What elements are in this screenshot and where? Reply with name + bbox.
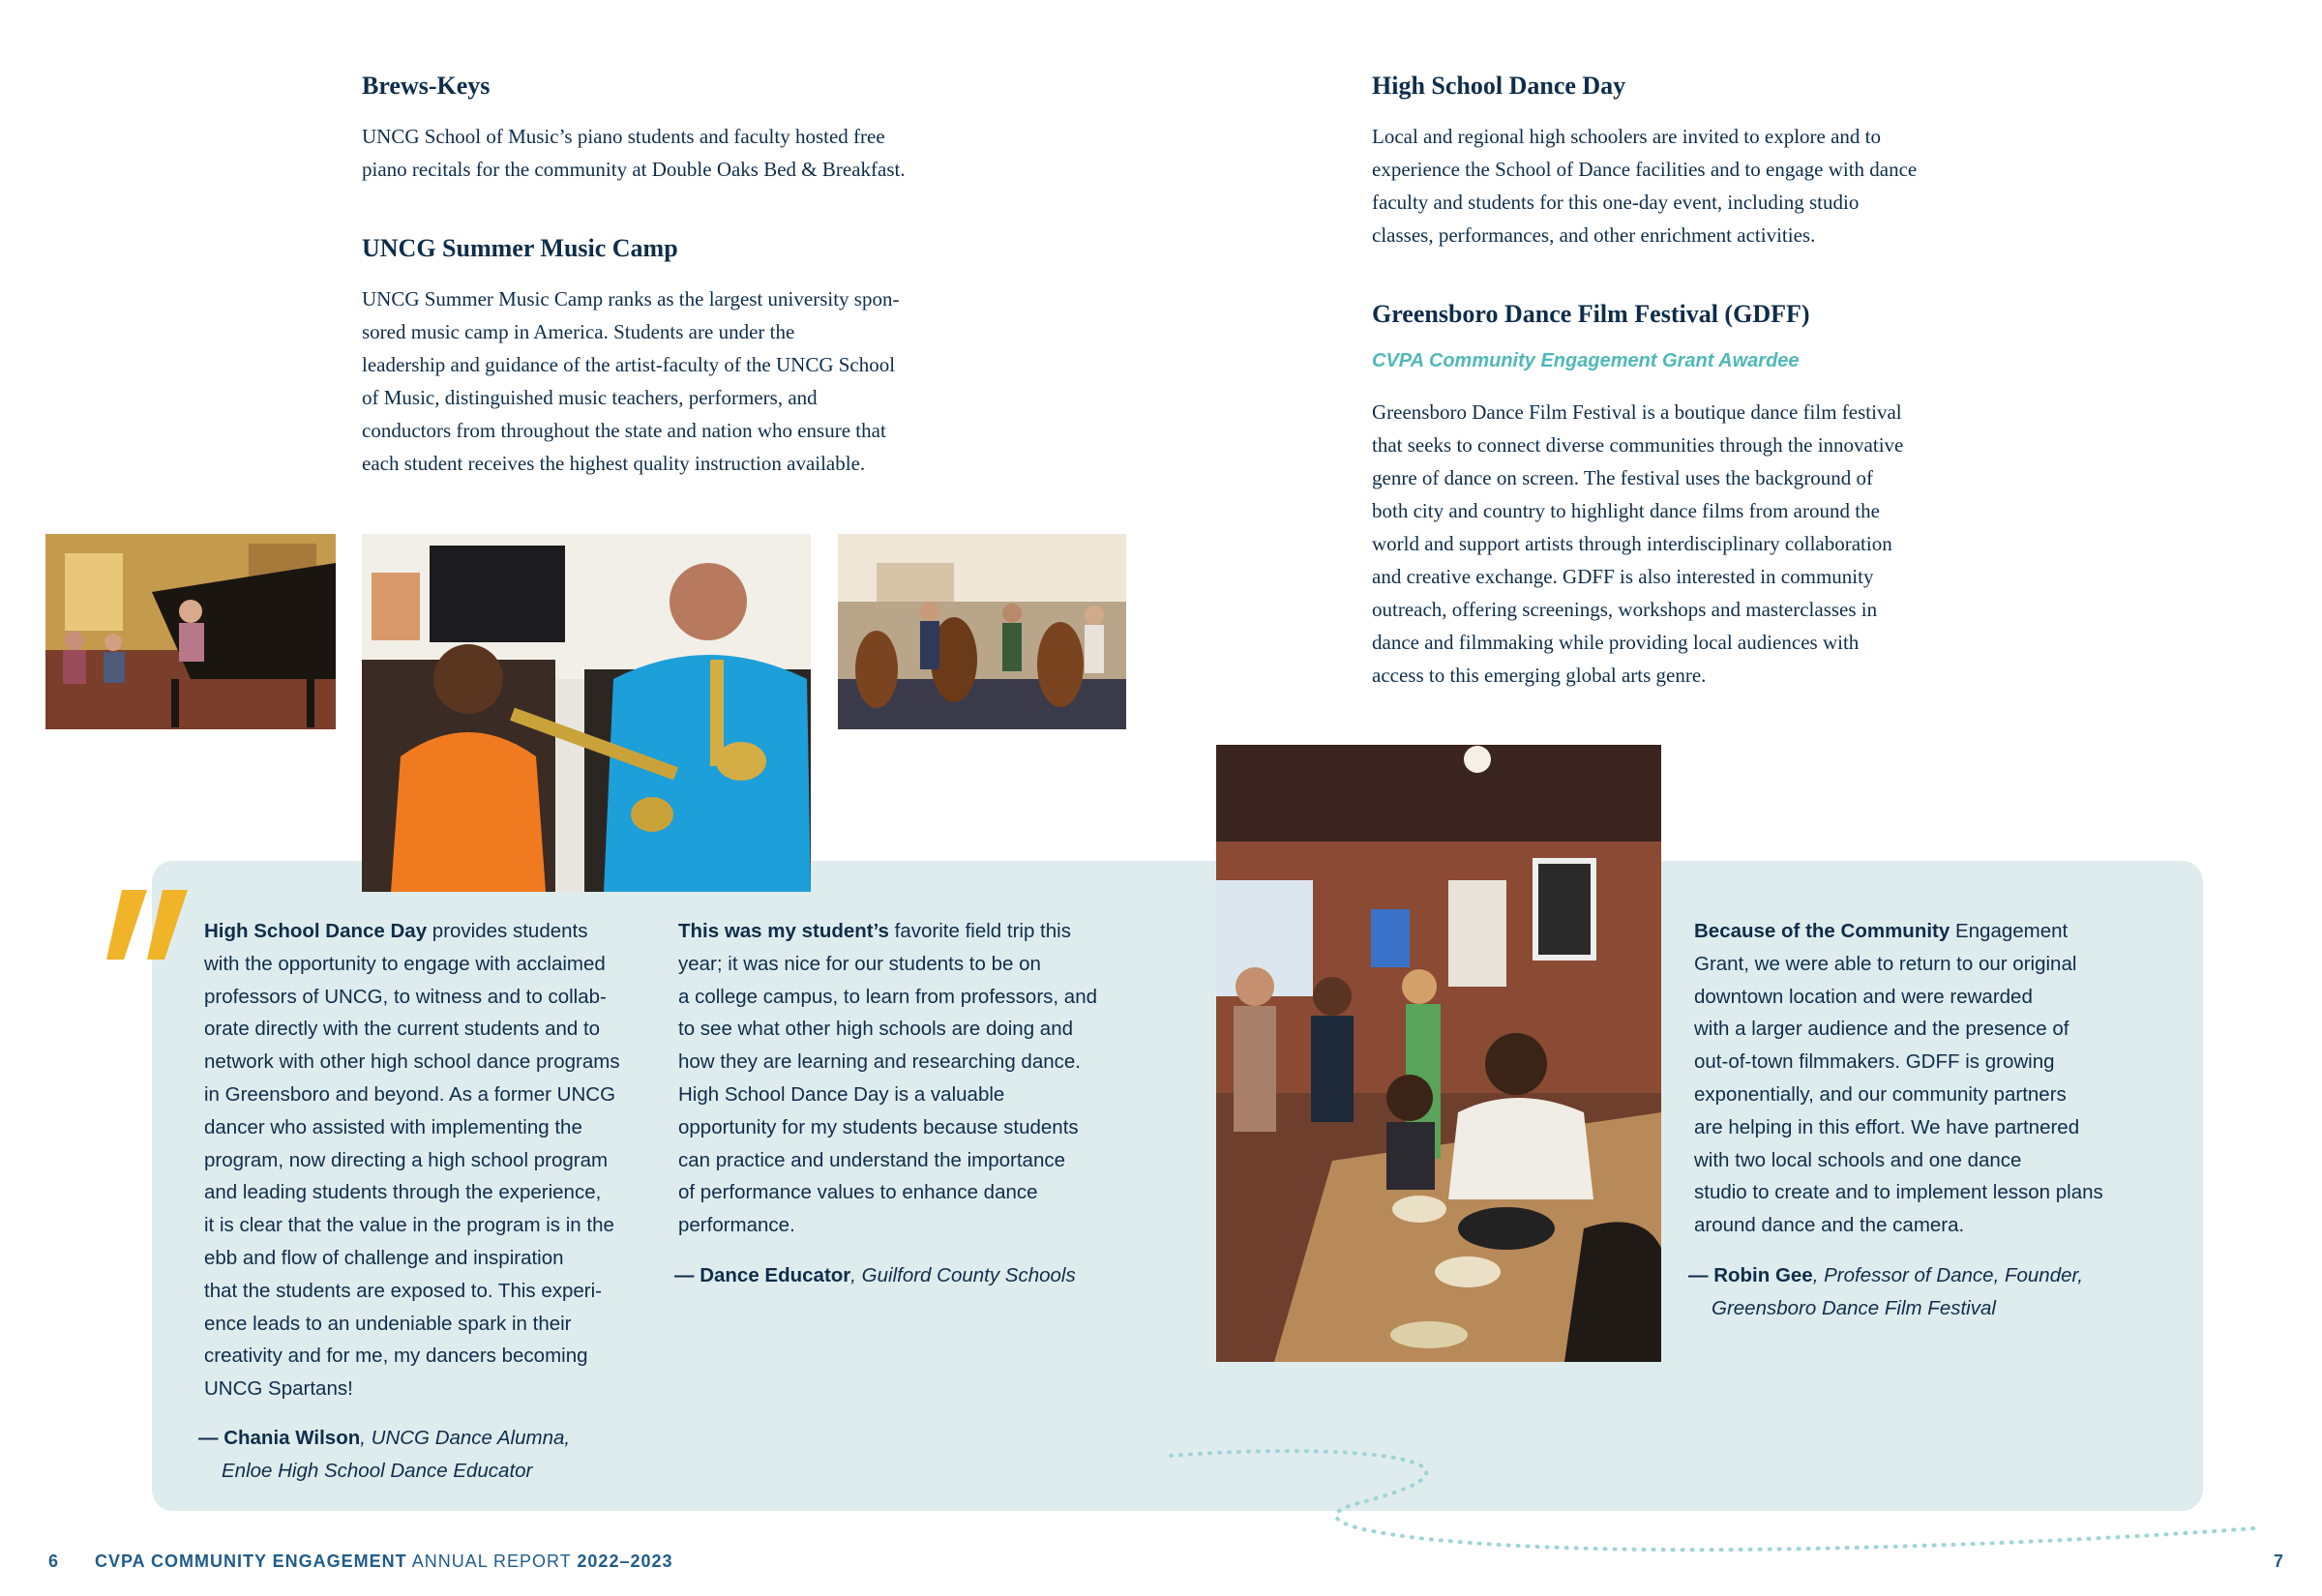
quote-line: provides students bbox=[427, 920, 588, 942]
quote-line: performance. bbox=[678, 1214, 795, 1237]
dotted-curve-decoration bbox=[1161, 1432, 2264, 1567]
quote-line: Grant, we were able to return to our original bbox=[1694, 952, 2077, 975]
quote-line: and leading students through the experience, bbox=[204, 1181, 602, 1204]
quote-robin-gee bbox=[1694, 915, 2178, 1242]
film-festival-gathering-photo bbox=[1216, 745, 1661, 1362]
summer-camp-text bbox=[362, 282, 899, 480]
quote-line: in Greensboro and beyond. As a former UNCG bbox=[204, 1082, 616, 1106]
text-line: access to this emerging global arts genre. bbox=[1372, 664, 1707, 687]
text-line: leadership and guidance of the artist-faculty of the UNCG School bbox=[362, 353, 896, 376]
text-line: that seeks to connect diverse communities through the innovative bbox=[1372, 433, 1904, 457]
quote-line: how they are learning and researching dance. bbox=[678, 1050, 1081, 1074]
attribution-chania-wilson bbox=[198, 1422, 663, 1488]
quote-line: it is clear that the value in the program is in the bbox=[204, 1214, 614, 1237]
quote-lead: Because of the Community bbox=[1694, 920, 1950, 942]
quote-line: year; it was nice for our students to be on bbox=[678, 952, 1041, 975]
text-line: classes, performances, and other enrichment activities. bbox=[1372, 223, 1816, 247]
quote-line: professors of UNCG, to witness and to collab- bbox=[204, 985, 607, 1008]
page-number-left: 6 bbox=[48, 1552, 60, 1571]
quote-line: are helping in this effort. We have partnered bbox=[1694, 1115, 2080, 1138]
trumpet-lesson-photo bbox=[362, 534, 811, 892]
quote-line: studio to create and to implement lesson plans bbox=[1694, 1181, 2103, 1204]
quote-line: Engagement bbox=[1950, 920, 2069, 942]
attribution-name: — Dance Educator bbox=[674, 1264, 851, 1286]
text-line: both city and country to highlight dance films from around the bbox=[1372, 499, 1880, 522]
attribution-title: Enloe High School Dance Educator bbox=[222, 1459, 533, 1482]
dance-day-heading: High School Dance Day bbox=[1372, 72, 1626, 100]
attribution-dance-educator bbox=[674, 1259, 1177, 1292]
quote-line: creativity and for me, my dancers becoming bbox=[204, 1345, 588, 1368]
quote-line: orate directly with the current students and to bbox=[204, 1018, 601, 1041]
text-line: Local and regional high schoolers are invited to explore and to bbox=[1372, 125, 1881, 148]
quote-line: exponentially, and our community partners bbox=[1694, 1082, 2067, 1106]
gdff-text bbox=[1372, 396, 1903, 692]
brews-keys-heading: Brews-Keys bbox=[362, 72, 491, 100]
footer-running-title bbox=[95, 1552, 673, 1572]
quote-line: High School Dance Day is a valuable bbox=[678, 1082, 1005, 1106]
quote-lead: This was my student’s bbox=[678, 920, 889, 942]
footer-report: ANNUAL REPORT bbox=[406, 1552, 578, 1571]
quote-line: with a larger audience and the presence of bbox=[1694, 1018, 2069, 1041]
quote-mark-icon bbox=[103, 886, 195, 963]
quote-line: UNCG Spartans! bbox=[204, 1377, 353, 1401]
quote-line: around dance and the camera. bbox=[1694, 1214, 1965, 1237]
brews-keys-text bbox=[362, 120, 906, 186]
attribution-robin-gee bbox=[1688, 1259, 2172, 1325]
text-line: genre of dance on screen. The festival uses the background of bbox=[1372, 466, 1873, 489]
text-line: and creative exchange. GDFF is also interested in community bbox=[1372, 565, 1874, 588]
text-line: UNCG Summer Music Camp ranks as the largest university spon- bbox=[362, 287, 900, 310]
page-number-right: 7 bbox=[2274, 1552, 2285, 1571]
quote-line: a college campus, to learn from professors, and bbox=[678, 985, 1097, 1008]
text-line: sored music camp in America. Students are under the bbox=[362, 320, 795, 343]
footer-org: CVPA COMMUNITY ENGAGEMENT bbox=[95, 1552, 407, 1571]
text-line: Greensboro Dance Film Festival is a boutique dance film festival bbox=[1372, 400, 1902, 424]
gdff-award: CVPA Community Engagement Grant Awardee bbox=[1372, 350, 1800, 371]
text-line: experience the School of Dance facilities and to engage with dance bbox=[1372, 158, 1918, 181]
attribution-name: — Chania Wilson bbox=[198, 1427, 361, 1449]
text-line: faculty and students for this one-day event, including studio bbox=[1372, 191, 1860, 214]
text-line: dance and filmmaking while providing local audiences with bbox=[1372, 631, 1860, 654]
attribution-name: — Robin Gee bbox=[1688, 1264, 1813, 1286]
orchestra-rehearsal-photo bbox=[838, 534, 1126, 729]
text-line: each student receives the highest quality instruction available. bbox=[362, 452, 866, 475]
quote-line: that the students are exposed to. This experi- bbox=[204, 1279, 603, 1302]
quote-line: with two local schools and one dance bbox=[1694, 1148, 2022, 1171]
attribution-title: , Professor of Dance, Founder, bbox=[1812, 1264, 2083, 1286]
quote-line: network with other high school dance programs bbox=[204, 1050, 620, 1074]
text-line: piano recitals for the community at Double Oaks Bed & Breakfast. bbox=[362, 158, 906, 181]
footer-year: 2022–2023 bbox=[577, 1552, 673, 1571]
attribution-title: , UNCG Dance Alumna, bbox=[360, 1427, 571, 1449]
quote-line: favorite field trip this bbox=[888, 920, 1071, 942]
attribution-title: Greensboro Dance Film Festival bbox=[1712, 1296, 1996, 1319]
quote-line: of performance values to enhance dance bbox=[678, 1181, 1038, 1204]
quote-line: to see what other high schools are doing and bbox=[678, 1018, 1073, 1041]
attribution-title: , Guilford County Schools bbox=[850, 1264, 1076, 1286]
quote-chania-wilson bbox=[204, 915, 659, 1405]
quote-line: with the opportunity to engage with acclaimed bbox=[204, 952, 606, 975]
text-line: world and support artists through interdisciplinary collaboration bbox=[1372, 532, 1892, 555]
quote-dance-educator bbox=[678, 915, 1181, 1242]
dance-day-text bbox=[1372, 120, 1917, 251]
quote-line: downtown location and were rewarded bbox=[1694, 985, 2033, 1008]
text-line: outreach, offering screenings, workshops and masterclasses in bbox=[1372, 598, 1878, 621]
quote-line: out-of-town filmmakers. GDFF is growing bbox=[1694, 1050, 2055, 1074]
quote-line: opportunity for my students because students bbox=[678, 1115, 1079, 1138]
piano-recital-photo bbox=[45, 534, 336, 729]
quote-line: can practice and understand the importance bbox=[678, 1148, 1066, 1171]
text-line: conductors from throughout the state and nation who ensure that bbox=[362, 419, 886, 442]
text-line: UNCG School of Music’s piano students and faculty hosted free bbox=[362, 125, 885, 148]
quote-line: dancer who assisted with implementing the bbox=[204, 1115, 582, 1138]
quote-line: ence leads to an undeniable spark in their bbox=[204, 1312, 572, 1335]
gdff-heading: Greensboro Dance Film Festival (GDFF) bbox=[1372, 300, 1810, 328]
quote-line: ebb and flow of challenge and inspiration bbox=[204, 1246, 564, 1269]
text-line: of Music, distinguished music teachers, performers, and bbox=[362, 386, 818, 409]
quote-lead: High School Dance Day bbox=[204, 920, 428, 942]
quote-line: program, now directing a high school program bbox=[204, 1148, 609, 1171]
summer-camp-heading: UNCG Summer Music Camp bbox=[362, 234, 678, 262]
